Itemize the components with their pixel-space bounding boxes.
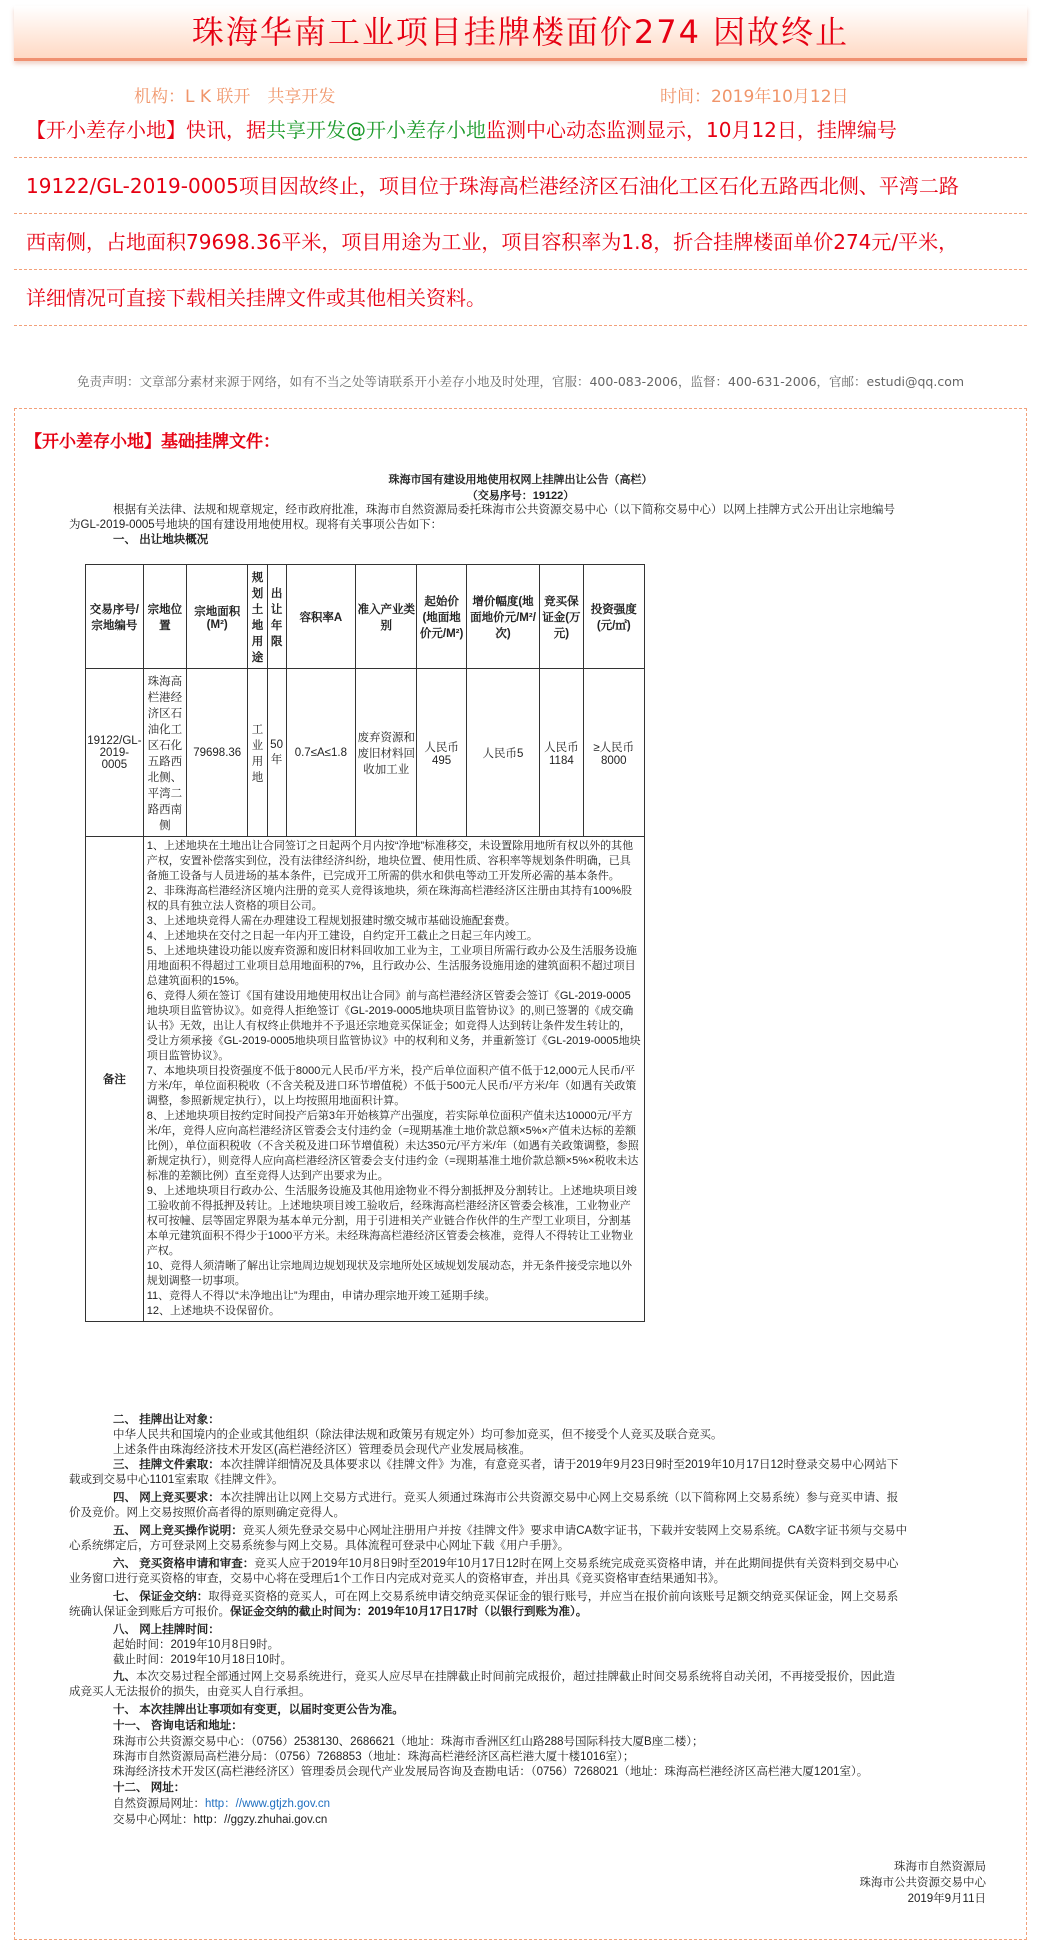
section-4: [113, 1491, 1013, 1506]
note-item: 2、非珠海高栏港经济区境内注册的竞买人竞得该地块，须在珠海高栏港经济区注册由其持有100%股权的具有独立法人资格的项目公司。: [146, 885, 632, 912]
header-cell: 宗地面积(M²): [187, 565, 248, 669]
page-header: [14, 6, 1027, 61]
note-item: 11、竞得人不得以“未净地出让”为理由，申请办理宗地开竣工延期手续。: [146, 1290, 496, 1302]
cell-years: 50年: [267, 669, 286, 837]
section-6-text: 业务窗口进行竞买资格的审查，交易中心将在受理后1个工作日内完成对竞买人的资格审查，并出具《竞买资格审查结果通知书》。: [69, 1573, 726, 1585]
signature-2: 珠海市公共资源交易中心: [859, 1877, 986, 1889]
notes-row: [86, 837, 645, 1322]
header-cell: 竞买保证金(万元): [540, 565, 583, 669]
section-6: [113, 1557, 1013, 1572]
cell-increment: 人民币5: [466, 669, 539, 837]
intro-text: 为GL-2019-0005号地块的国有建设用地使用权。现将有关事项公告如下：: [69, 519, 443, 531]
website-line: [113, 1797, 330, 1812]
start-time: 起始时间：2019年10月8日9时。: [113, 1639, 280, 1651]
signature-date: 2019年9月11日: [907, 1893, 986, 1905]
section-4-text: 本次挂牌出让以网上交易方式进行。竞买人须通过珠海市公共资源交易中心网上交易系统（以下简称网上交易系统）参与竞买申请、报: [219, 1492, 899, 1504]
section-12-heading: 十二、 网址：: [113, 1782, 186, 1794]
section-2-text: 中华人民共和国境内的企业或其他组织（除法律法规和政策另有规定外）均可参加竞买，但不接受个人竞买及联合竞买。: [113, 1429, 723, 1441]
section-5-text: 心系统绑定后，方可登录网上交易系统参与网上交易。具体流程可登录中心网址下载《用户手册》。: [69, 1540, 570, 1552]
section-11-heading: 十一、 咨询电话和地址：: [113, 1720, 243, 1732]
section-10: 十、 本次挂牌出让事项如有变更，以届时变更公告为准。: [113, 1704, 404, 1716]
intro-text: 根据有关法律、法规和规章规定，经市政府批准，珠海市自然资源局委托珠海市公共资源交易中心（以下简称交易中心）以网上挂牌方式公开出让宗地编号: [113, 504, 895, 516]
section-3-heading: 三、 挂牌文件索取：: [113, 1459, 220, 1471]
header-cell: 交易序号/宗地编号: [86, 565, 144, 669]
page-title: 珠海华南工业项目挂牌楼面价274 因故终止: [191, 13, 850, 51]
section-3-text: 载或到交易中心1101室索取《挂牌文件》。: [69, 1474, 284, 1486]
section-6-heading: 六、 竞买资格申请和审查：: [113, 1558, 255, 1570]
section-9: [113, 1670, 1013, 1685]
cell-id: 19122/GL-2019-0005: [86, 669, 144, 837]
header-cell: 宗地位置: [143, 565, 186, 669]
signature-1: 珠海市自然资源局: [894, 1861, 986, 1873]
header-cell: 投资强度(元/㎡): [583, 565, 644, 669]
deposit-deadline: 保证金交纳的截止时间为：2019年10月17日17时（以银行到账为准）。: [230, 1606, 588, 1618]
news-line-2: [14, 158, 1027, 214]
news-text: 详细情况可直接下载相关挂牌文件或其他相关资料。: [26, 286, 486, 310]
news-text: 监测中心动态监测显示，10月12日，挂牌编号: [486, 118, 897, 142]
section-4-heading: 四、 网上竞买要求：: [113, 1492, 220, 1504]
cell-use: 工业用地: [248, 669, 267, 837]
news-line-4: [14, 270, 1027, 326]
box-title: 【开小差存小地】基础挂牌文件：: [25, 432, 280, 452]
notes-cell: [143, 837, 644, 1322]
section-4-text: 价及竞价。网上交易按照价高者得的原则确定竞得人。: [69, 1507, 345, 1519]
section-3-text: 本次挂牌详细情况及具体要求以《挂牌文件》为准，有意竞买者，请于2019年9月23日9时至2019年10月17日12时登录交易中心网站下: [219, 1459, 899, 1471]
header-cell: 起始价(地面地价元/M²): [417, 565, 466, 669]
end-time: 截止时间：2019年10月18日10时。: [113, 1654, 292, 1666]
section-7: [113, 1590, 1013, 1605]
notes-label: 备注: [86, 837, 144, 1322]
cell-start-price: 人民币495: [417, 669, 466, 837]
website-label: 自然资源局网址：: [113, 1798, 205, 1810]
announcement-number: （交易序号：19122）: [466, 490, 575, 502]
land-table: [85, 564, 645, 1322]
section-7-text: [69, 1605, 587, 1620]
note-item: 3、上述地块竞得人需在办理建设工程规划报建时缴交城市基础设施配套费。: [146, 915, 516, 927]
section-1-heading: 一、 出让地块概况: [113, 534, 209, 546]
document-box: [14, 408, 1027, 1940]
note-item: 7、本地块项目投资强度不低于8000元人民币/平方米，投产后单位面积产值不低于12,000元人民币/平方米/年，单位面积税收（不含关税及进口环节增值税）不低于500元人民币/平方米/年（如遇有关政策调整，参照新规定执行），以上均按照用地面积计算。: [146, 1065, 637, 1107]
cell-location: 珠海高栏港经济区石油化工区石化五路西北侧、平湾二路西南侧: [143, 669, 186, 837]
news-text: 快讯，据: [186, 118, 266, 142]
disclaimer: 免责声明：文章部分素材来源于网络，如有不当之处等请联系开小差存小地及时处理，官服：400-083-2006，监督：400-631-2006，官邮：estudi@qq.com: [76, 374, 965, 389]
announcement-title: 珠海市国有建设用地使用权网上挂牌出让公告（高栏）: [388, 474, 653, 486]
website-link[interactable]: http：//www.gtjzh.gov.cn: [205, 1798, 331, 1810]
cell-investment: ≥人民币8000: [583, 669, 644, 837]
contact-line: 珠海市公共资源交易中心：（0756）2538130、2686621（地址：珠海市香洲区红山路288号国际科技大厦B座二楼）；: [113, 1736, 704, 1748]
news-text: 西南侧，占地面积79698.36平米，项目用途为工业，项目容积率为1.8，折合挂牌楼面单价274元/平米，: [26, 230, 959, 254]
website-line: 交易中心网址：http：//ggzy.zhuhai.gov.cn: [113, 1814, 328, 1826]
contact-line: 珠海经济技术开发区(高栏港经济区）管理委员会现代产业发展局咨询及查勘电话：（0756）7268021（地址：珠海高栏港经济区高栏港大厦1201室）。: [113, 1766, 869, 1778]
section-8-heading: 八、 网上挂牌时间：: [113, 1624, 220, 1636]
note-item: 6、竞得人须在签订《国有建设用地使用权出让合同》前与高栏港经济区管委会签订《GL-2019-0005地块项目监管协议》。如竞得人拒绝签订《GL-2019-0005地块项目监管协议》的,则已签署的《成交确认书》无效，出让人有权终止供地并不予退还宗地竞买保证金；如竞得人达到转让条件发生转让的，受让方须承接《GL-2019-0005地块项目监管协议》中的权利和义务，并重新签订《GL-2019-0005地块项目监管协议》。: [146, 990, 641, 1062]
news-line-3: [14, 214, 1027, 270]
note-item: 8、上述地块项目按约定时间投产后第3年开始核算产出强度，若实际单位面积产值未达10000元/平方米/年，竞得人应向高栏港经济区管委会支付违约金（=现期基准土地价款总额×5%×产值未达标的差额比例），单位面积税收（不含关税及进口环节增值税）未达350元/平方米/年（如遇有关政策调整，参照新规定执行），则竞得人应向高栏港经济区管委会支付违约金（=现期基准土地价款总额×5%×税收未达标准的差额比例）直至竞得人达到产出要求为止。: [146, 1110, 639, 1182]
section-7-text: 取得竞买资格的竞买人，可在网上交易系统申请交纳竞买保证金的银行账号，并应当在报价前向该账号足额交纳竞买保证金，网上交易系: [208, 1591, 899, 1603]
time-label: 时间：2019年10月12日: [660, 87, 849, 107]
note-item: 12、上述地块不设保留价。: [146, 1305, 280, 1317]
section-3: [113, 1458, 1013, 1473]
table-row: [86, 669, 645, 837]
source-link[interactable]: 共享开发@开小差存小地: [266, 118, 486, 142]
org-label: 机构：L K 联开 共享开发: [134, 87, 336, 107]
cell-industry: 废弃资源和废旧材料回收加工业: [356, 669, 417, 837]
section-9-text: 本次交易过程全部通过网上交易系统进行，竞买人应尽早在挂牌截止时间前完成报价，超过挂牌截止时间交易系统将自动关闭，不再接受报价，因此造: [136, 1671, 895, 1683]
news-text: 19122/GL-2019-0005项目因故终止，项目位于珠海高栏港经济区石油化工区石化五路西北侧、平湾二路: [26, 174, 959, 198]
header-cell: 容积率A: [286, 565, 355, 669]
cell-deposit: 人民币1184: [540, 669, 583, 837]
header-cell: 准入产业类别: [356, 565, 417, 669]
section-9-text: 成竞买人无法报价的损失，由竞买人自行承担。: [69, 1686, 311, 1698]
section-5-text: 竞买人须先登录交易中心网址注册用户并按《挂牌文件》要求申请CA数字证书，下载并安装网上交易系统。CA数字证书须与交易中: [242, 1525, 908, 1537]
cell-area: 79698.36: [187, 669, 248, 837]
note-item: 9、上述地块项目行政办公、生活服务设施及其他用途物业不得分割抵押及分割转让。上述地块项目竣工验收前不得抵押及转让。上述地块项目竣工验收后，经珠海高栏港经济区管委会核准，工业物业产权可按幢、层等固定界限为基本单元分割，用于引进相关产业链合作伙伴的生产型工业项目，分割基本单元建筑面积不得少于1000平方米。未经珠海高栏港经济区管委会核准，竞得人不得转让工业物业产权。: [146, 1185, 637, 1257]
section-2-heading: 二、 挂牌出让对象：: [113, 1414, 220, 1426]
header-cell: 出让年限: [267, 565, 286, 669]
news-line-1: [14, 102, 1027, 158]
table-header-row: [86, 565, 645, 669]
section-6-text: 竞买人应于2019年10月8日9时至2019年10月17日12时在网上交易系统完成竞买资格申请，并在此期间提供有关资料到交易中心: [254, 1558, 899, 1570]
header-cell: 增价幅度(地面地价元/M²/次): [466, 565, 539, 669]
note-item: 1、上述地块在土地出让合同签订之日起两个月内按“净地”标准移交，未设置除用地所有权以外的其他产权，安置补偿落实到位，没有法律经济纠纷，地块位置、使用性质、容积率等规划条件明确，已具备施工设备与人员进场的基本条件，已完成开工所需的供水和供电等动工开发所必需的基本条件。: [146, 840, 634, 882]
cell-far: 0.7≤A≤1.8: [286, 669, 355, 837]
contact-line: 珠海市自然资源局高栏港分局：（0756）7268853（地址：珠海高栏港经济区高栏港大厦十楼1016室）；: [113, 1751, 635, 1763]
section-5: [113, 1524, 1013, 1539]
note-item: 10、竞得人须清晰了解出让宗地周边规划现状及宗地所处区域规划发展动态，并无条件接受宗地以外规划调整一切事项。: [146, 1260, 632, 1287]
section-7-heading: 七、 保证金交纳：: [113, 1591, 209, 1603]
brand-tag: 【开小差存小地】: [26, 118, 186, 142]
note-item: 5、上述地块建设功能以废弃资源和废旧材料回收加工业为主，工业项目所需行政办公及生活服务设施用地面积不得超过工业项目总用地面积的7%，且行政办公、生活服务设施用途的建筑面积不超过项目总建筑面积的15%。: [146, 945, 637, 987]
section-9-heading: 九、: [113, 1671, 136, 1683]
note-item: 4、上述地块在交付之日起一年内开工建设，自约定开工截止之日起三年内竣工。: [146, 930, 538, 942]
section-5-heading: 五、 网上竞买操作说明：: [113, 1525, 243, 1537]
section-2-text: 上述条件由珠海经济技术开发区(高栏港经济区）管理委员会现代产业发展局核准。: [113, 1444, 531, 1456]
section-7-text: 统确认保证金到账后方可报价。: [69, 1606, 230, 1618]
header-cell: 规划土地用途: [248, 565, 267, 669]
